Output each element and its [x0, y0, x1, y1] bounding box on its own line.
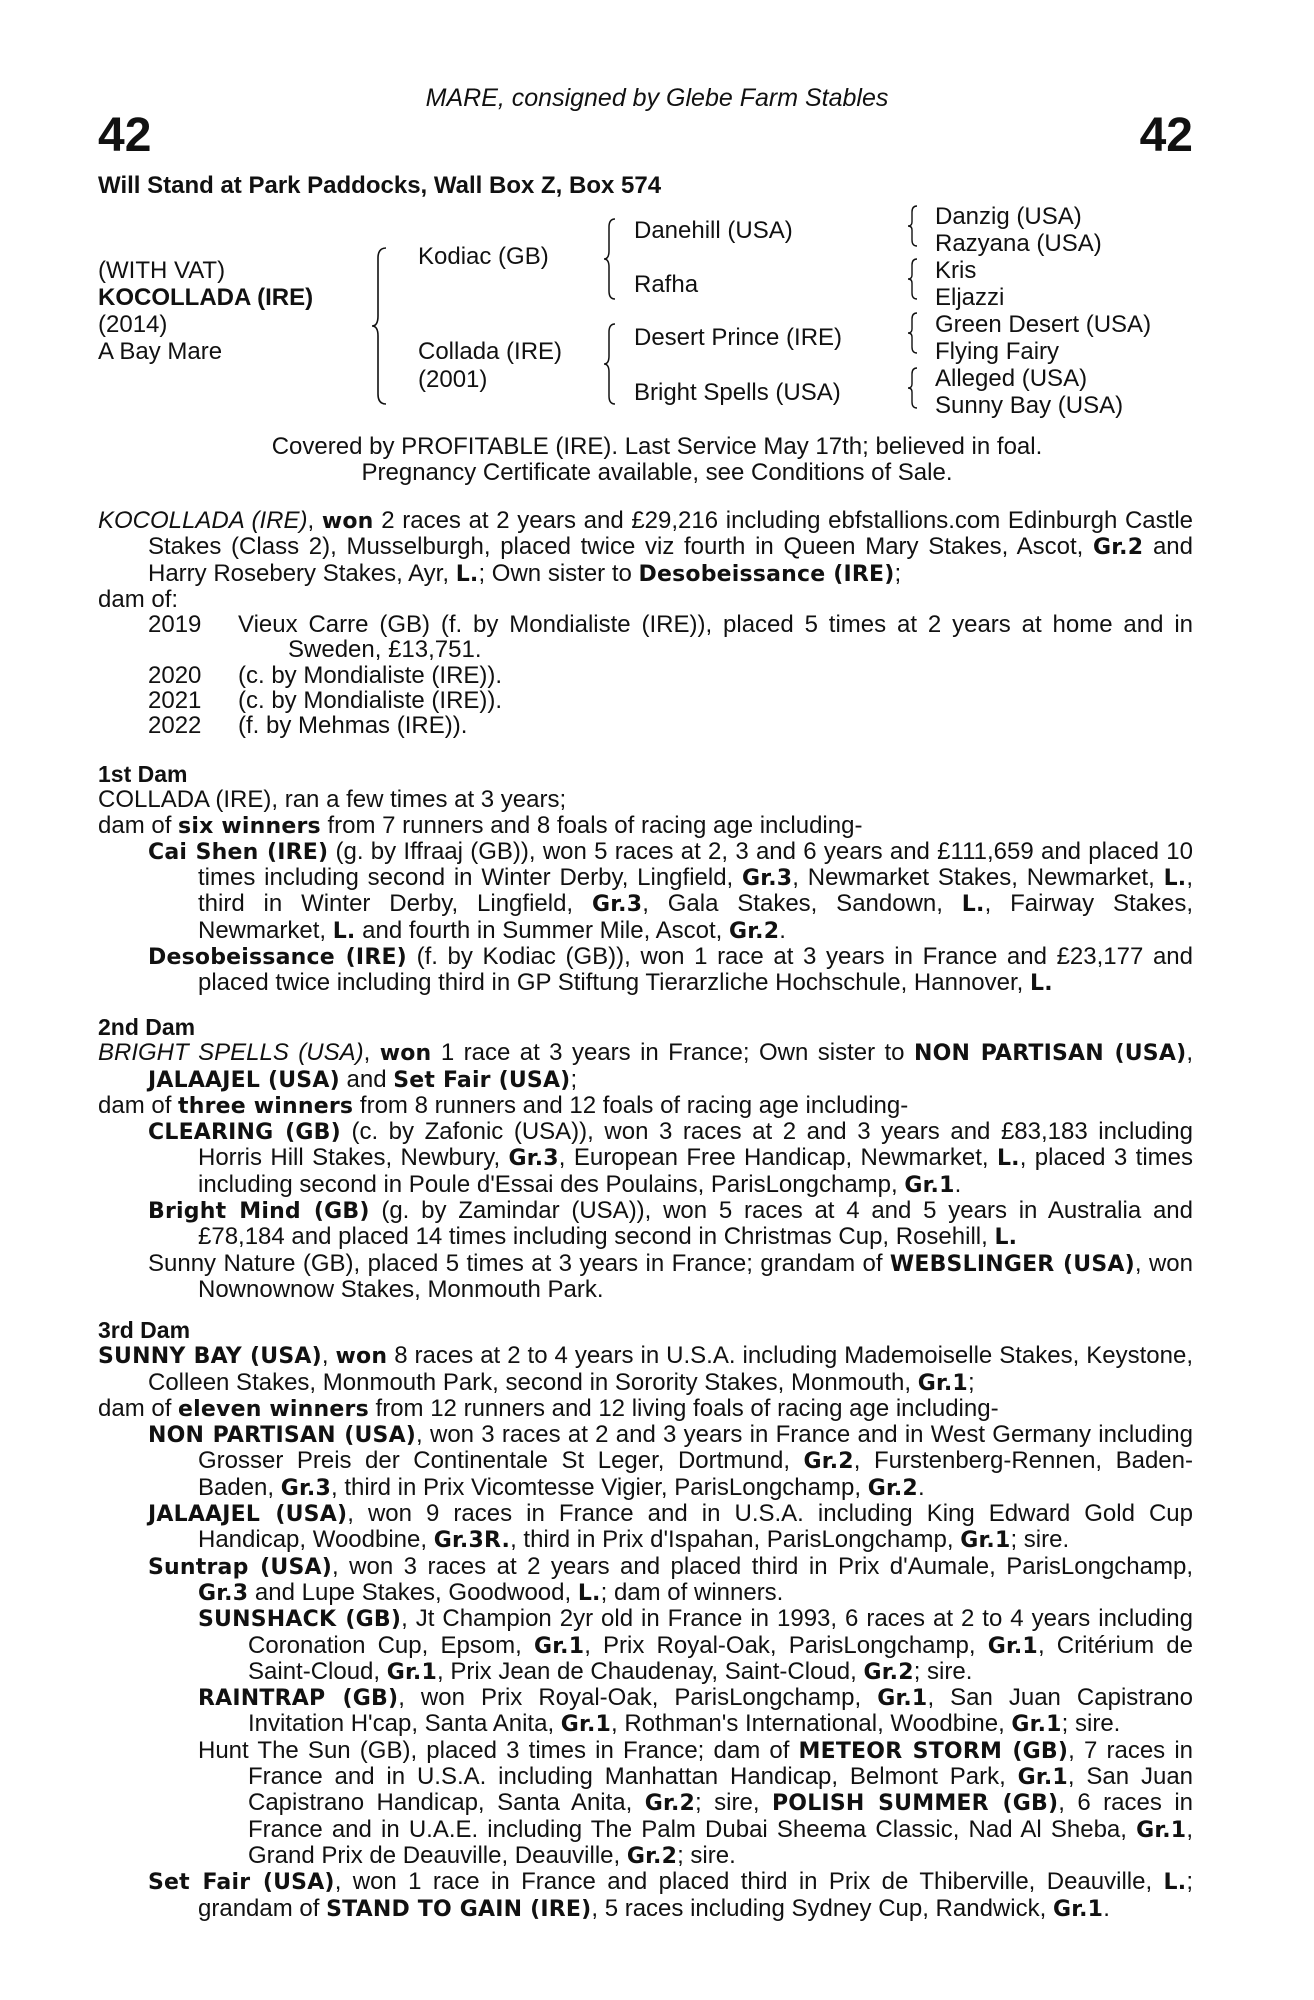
second-dam-dam-of: dam of three winners from 8 runners and 12 foals of racing age including- [98, 1091, 909, 1119]
brace-dam [602, 322, 618, 406]
gen4-3: Kris [935, 257, 977, 284]
grand-progeny-entry: Hunt The Sun (GB), placed 3 times in France; dam of METEOR STORM (GB), 7 races in France and in U.S.A. including Manhattan Handicap, Belmont Park, Gr.1, San Juan Capistrano Handicap, Santa Anita, Gr.2; sire, POLISH SUMMER (GB), 6 races in France and in U.A.E. including The Palm Dubai Sheema Classic, Nad Al Sheba, Gr.1, Grand Prix de Deauville, Deauville, Gr.2; sire. [198, 1736, 1194, 1869]
third-dam-paragraph: SUNNY BAY (USA), won 8 races at 2 to 4 years in U.S.A. including Mademoiselle Stakes, Keystone, Colleen Stakes, Monmouth Park, second in Sorority Stakes, Monmouth, Gr.1; [98, 1342, 1193, 1396]
brace-g3-3 [906, 311, 920, 355]
sire-name: Kodiac (GB) [418, 243, 549, 270]
progeny-entry: CLEARING (GB) (c. by Zafonic (USA)), won 3 races at 2 and 3 years and £83,183 including Horris Hill Stakes, Newbury, Gr.3, European Free Handicap, Newmarket, L., placed 3 times including second in Poule d'Essai des Poulains, ParisLongchamp, Gr.1. [148, 1118, 1193, 1198]
brace-g3-4 [906, 366, 920, 410]
grand-progeny-entry: RAINTRAP (GB), won Prix Royal-Oak, ParisLongchamp, Gr.1, San Juan Capistrano Invitation H'cap, Santa Anita, Gr.1, Rothman's International, Woodbine, Gr.1; sire. [198, 1684, 1193, 1738]
progeny-entry: Desobeissance (IRE) (f. by Kodiac (GB)), won 1 race at 3 years in France and £23,177 and placed twice including third in GP Stiftung Tierarzliche Hochschule, Hannover, L. [148, 943, 1194, 997]
mare-record [98, 508, 1193, 739]
stand-location: Will Stand at Park Paddocks, Wall Box Z, Box 574 [98, 172, 662, 199]
first-dam-section [98, 762, 1193, 997]
foal-row: 2020 (c. by Mondialiste (IRE)). [148, 661, 503, 689]
second-dam-section [98, 1015, 1193, 1302]
brace-main [370, 246, 390, 406]
grand-progeny-entry: SUNSHACK (GB), Jt Champion 2yr old in France in 1993, 6 races at 2 to 4 years including Coronation Cup, Epsom, Gr.1, Prix Royal-Oak, ParisLongchamp, Gr.1, Critérium de Saint-Cloud, Gr.1, Prix Jean de Chaudenay, Saint-Cloud, Gr.2; sire. [198, 1605, 1193, 1685]
covered-line-2: Pregnancy Certificate available, see Conditions of Sale. [361, 459, 953, 486]
first-dam-heading: 1st Dam [98, 761, 188, 787]
first-dam-line: COLLADA (IRE), ran a few times at 3 years; [98, 786, 567, 814]
foal-row: 2021 (c. by Mondialiste (IRE)). [148, 687, 503, 715]
third-dam-section [98, 1318, 1193, 1922]
progeny-entry: Set Fair (USA), won 1 race in France and placed third in Prix de Thiberville, Deauville, L.; grandam of STAND TO GAIN (IRE), 5 races including Sydney Cup, Randwick, Gr.1. [148, 1868, 1193, 1922]
vat-note: (WITH VAT) [98, 257, 226, 284]
gen4-4: Eljazzi [935, 284, 1005, 311]
mare-name: KOCOLLADA (IRE) [98, 507, 308, 534]
foal-row: 2022 (f. by Mehmas (IRE)). [148, 712, 468, 740]
progeny-entry: JALAAJEL (USA), won 9 races in France and in U.S.A. including King Edward Gold Cup Handicap, Woodbine, Gr.3R., third in Prix d'Ispahan, ParisLongchamp, Gr.1; sire. [148, 1500, 1193, 1554]
third-dam-heading: 3rd Dam [98, 1317, 191, 1343]
progeny-entry: NON PARTISAN (USA), won 3 races at 2 and 3 years in France and in West Germany including Grosser Preis der Continentale St Leger, Dortmund, Gr.2, Furstenberg-Rennen, Baden-Baden, Gr.3, third in Prix Vicomtesse Vigier, ParisLongchamp, Gr.2. [148, 1421, 1193, 1501]
dam-name: Collada (IRE) [418, 338, 563, 365]
progeny-entry: Sunny Nature (GB), placed 5 times at 3 years in France; grandam of WEBSLINGER (USA), won Nownownow Stakes, Monmouth Park. [148, 1249, 1193, 1303]
gen3-3: Desert Prince (IRE) [634, 324, 843, 351]
lot-number-right: 42 [1139, 109, 1193, 162]
second-dam-heading: 2nd Dam [98, 1014, 196, 1040]
covered-line-1: Covered by PROFITABLE (IRE). Last Service May 17th; believed in foal. [271, 433, 1043, 460]
horse-name: KOCOLLADA (IRE) [98, 284, 314, 311]
gen3-1: Danehill (USA) [634, 217, 793, 244]
gen4-5: Green Desert (USA) [935, 311, 1152, 338]
brace-g3-2 [906, 257, 920, 301]
progeny-entry: Suntrap (USA), won 3 races at 2 years and placed third in Prix d'Aumale, ParisLongchamp, Gr.3 and Lupe Stakes, Goodwood, L.; dam of winners. [148, 1552, 1193, 1606]
lot-number-left: 42 [98, 109, 152, 162]
second-dam-paragraph: BRIGHT SPELLS (USA), won 1 race at 3 years in France; Own sister to NON PARTISAN (USA), JALAAJEL (USA) and Set Fair (USA); [98, 1039, 1194, 1093]
first-dam-dam-of: dam of six winners from 7 runners and 8 foals of racing age including- [98, 811, 863, 839]
dam-year: (2001) [418, 366, 488, 393]
third-dam-dam-of: dam of eleven winners from 12 runners and 12 living foals of racing age including- [98, 1394, 999, 1422]
dam-of-label: dam of: [98, 585, 179, 613]
progeny-entry: Bright Mind (GB) (g. by Zamindar (USA)), won 5 races at 4 and 5 years in Australia and £78,184 and placed 14 times including second in Christmas Cup, Rosehill, L. [148, 1197, 1193, 1251]
gen4-8: Sunny Bay (USA) [935, 392, 1124, 419]
foal-row: 2019 Vieux Carre (GB) (f. by Mondialiste (IRE)), placed 5 times at 2 years at home and in Sweden, £13,751. [148, 611, 1193, 664]
gen3-4: Bright Spells (USA) [634, 379, 841, 406]
mare-paragraph: KOCOLLADA (IRE), won 2 races at 2 years and £29,216 including ebfstallions.com Edinburgh Castle Stakes (Class 2), Musselburgh, placed twice viz fourth in Queen Mary Stakes, Ascot, Gr.2 and Harry Rosebery Stakes, Ayr, L.; Own sister to Desobeissance (IRE); [98, 507, 1193, 587]
gen4-6: Flying Fairy [935, 338, 1060, 365]
consignor-caption: MARE, consigned by Glebe Farm Stables [425, 84, 889, 112]
gen4-7: Alleged (USA) [935, 365, 1088, 392]
horse-year: (2014) [98, 311, 168, 338]
gen3-2: Rafha [634, 271, 699, 298]
horse-description: A Bay Mare [98, 338, 223, 365]
progeny-entry: Cai Shen (IRE) (g. by Iffraaj (GB)), won 5 races at 2, 3 and 6 years and £111,659 and placed 10 times including second in Winter Derby, Lingfield, Gr.3, Newmarket Stakes, Newmarket, L., third in Winter Derby, Lingfield, Gr.3, Gala Stakes, Sandown, L., Fairway Stakes, Newmarket, L. and fourth in Summer Mile, Ascot, Gr.2. [148, 837, 1194, 944]
gen4-2: Razyana (USA) [935, 230, 1102, 257]
brace-g3-1 [906, 204, 920, 248]
brace-sire [602, 217, 618, 301]
gen4-1: Danzig (USA) [935, 203, 1082, 230]
